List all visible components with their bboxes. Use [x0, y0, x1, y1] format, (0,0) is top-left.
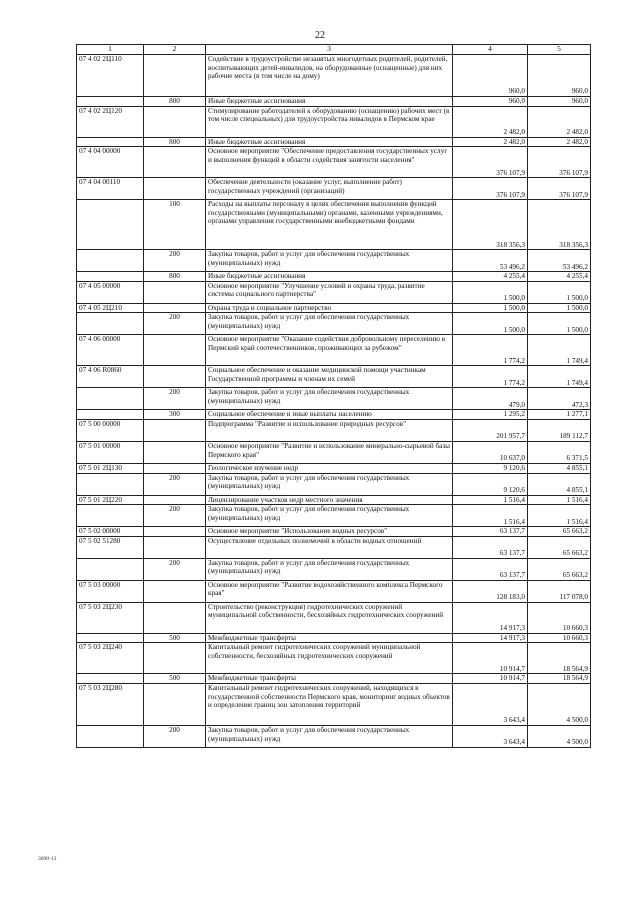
row-code: 07 5 01 2Ц220 [77, 495, 144, 505]
row-name: Основное мероприятие "Улучшение условий и охраны труда, развитие системы социального партнерства" [206, 281, 453, 303]
table-header-row [77, 45, 591, 55]
row-expense-type [144, 335, 206, 366]
row-expense-type: 500 [144, 633, 206, 643]
row-value-1: 1 516,4 [453, 495, 528, 505]
table-row [77, 558, 591, 580]
row-code [77, 505, 144, 527]
row-value-1: 4 255,4 [453, 272, 528, 282]
table-row [77, 147, 591, 178]
header-col-5: 5 [528, 45, 591, 55]
row-name: Капитальный ремонт гидротехнических сооружений муниципальной собственности, бесхозяйных гидротехнических сооружений [206, 643, 453, 674]
table-row [77, 536, 591, 558]
row-value-2: 4 500,0 [528, 725, 591, 747]
row-value-1: 201 957,7 [453, 419, 528, 441]
row-name: Основное мероприятие "Развитие водохозяйственного комплекса Пермского края" [206, 580, 453, 602]
row-name: Закупка товаров, работ и услуг для обеспечения государственных (муниципальных) нужд [206, 473, 453, 495]
row-value-1: 128 183,0 [453, 580, 528, 602]
row-value-1: 318 356,3 [453, 200, 528, 250]
row-expense-type: 200 [144, 558, 206, 580]
row-code [77, 410, 144, 420]
table-row [77, 137, 591, 147]
row-name: Охрана труда и социальное партнерство [206, 303, 453, 313]
table-row [77, 97, 591, 107]
row-value-1: 14 917,3 [453, 633, 528, 643]
row-value-2: 960,0 [528, 97, 591, 107]
row-expense-type [144, 495, 206, 505]
row-value-1: 1 500,0 [453, 281, 528, 303]
row-value-2: 2 482,0 [528, 106, 591, 137]
row-code: 07 5 01 00000 [77, 441, 144, 463]
table-row [77, 495, 591, 505]
row-expense-type: 200 [144, 388, 206, 410]
row-value-1: 376 107,9 [453, 178, 528, 200]
row-expense-type: 100 [144, 200, 206, 250]
row-value-2: 10 660,3 [528, 633, 591, 643]
table-row [77, 580, 591, 602]
row-value-2: 4 855,1 [528, 473, 591, 495]
row-value-2: 472,3 [528, 388, 591, 410]
row-expense-type: 200 [144, 725, 206, 747]
row-code [77, 633, 144, 643]
table-row [77, 674, 591, 684]
row-code: 07 5 02 00000 [77, 527, 144, 537]
table-row [77, 335, 591, 366]
row-value-1: 63 137,7 [453, 536, 528, 558]
row-expense-type: 200 [144, 313, 206, 335]
row-code [77, 388, 144, 410]
row-value-2: 65 663,2 [528, 558, 591, 580]
row-name: Обеспечение деятельности (оказание услуг, выполнение работ) государственных учреждений (организаций) [206, 178, 453, 200]
row-code: 07 5 03 2Ц240 [77, 643, 144, 674]
row-expense-type: 200 [144, 473, 206, 495]
row-code: 07 4 02 2Ц120 [77, 106, 144, 137]
row-name: Социальное обеспечение и иные выплаты населению [206, 410, 453, 420]
row-code [77, 674, 144, 684]
row-value-2: 1 500,0 [528, 303, 591, 313]
row-value-1: 2 482,0 [453, 137, 528, 147]
table-row [77, 463, 591, 473]
table-row [77, 388, 591, 410]
table-row [77, 200, 591, 250]
row-expense-type [144, 178, 206, 200]
row-value-1: 53 496,2 [453, 250, 528, 272]
row-name: Закупка товаров, работ и услуг для обеспечения государственных (муниципальных) нужд [206, 313, 453, 335]
header-col-3: 3 [206, 45, 453, 55]
row-value-2: 1 516,4 [528, 505, 591, 527]
row-code: 07 5 03 2Ц230 [77, 602, 144, 633]
table-row [77, 419, 591, 441]
row-value-2: 376 107,9 [528, 147, 591, 178]
row-name: Межбюджетные трансферты [206, 674, 453, 684]
header-col-1: 1 [77, 45, 144, 55]
row-value-1: 9 120,6 [453, 463, 528, 473]
row-value-1: 960,0 [453, 97, 528, 107]
table-row [77, 643, 591, 674]
row-value-2: 1 516,4 [528, 495, 591, 505]
row-code [77, 558, 144, 580]
table-row [77, 313, 591, 335]
row-expense-type [144, 602, 206, 633]
table-row [77, 602, 591, 633]
table-row [77, 725, 591, 747]
row-expense-type [144, 463, 206, 473]
row-expense-type: 500 [144, 674, 206, 684]
row-value-1: 1 516,4 [453, 505, 528, 527]
row-value-1: 9 120,6 [453, 473, 528, 495]
row-code [77, 473, 144, 495]
row-value-2: 18 564,9 [528, 674, 591, 684]
row-value-2: 10 660,3 [528, 602, 591, 633]
row-value-1: 14 917,3 [453, 602, 528, 633]
row-value-2: 53 496,2 [528, 250, 591, 272]
row-name: Основное мероприятие "Развитие и использование минерально-сырьевой базы Пермского края" [206, 441, 453, 463]
row-code: 07 4 04 00000 [77, 147, 144, 178]
table-row [77, 250, 591, 272]
row-value-2: 960,0 [528, 55, 591, 97]
row-value-1: 3 643,4 [453, 683, 528, 725]
row-name: Строительство (реконструкция) гидротехнических сооружений муниципальной собственности, бесхозяйных гидротехнических сооружений [206, 602, 453, 633]
row-expense-type [144, 366, 206, 388]
row-code [77, 200, 144, 250]
row-name: Иные бюджетные ассигнования [206, 272, 453, 282]
row-name: Капитальный ремонт гидротехнических сооружений, находящихся в государственной собственности Пермского края, мониторинг водных объектов и определение границ зон затопления территорий [206, 683, 453, 725]
row-value-1: 1 774,2 [453, 366, 528, 388]
header-col-2: 2 [144, 45, 206, 55]
row-value-2: 65 663,2 [528, 536, 591, 558]
row-expense-type [144, 683, 206, 725]
row-code [77, 313, 144, 335]
header-col-4: 4 [453, 45, 528, 55]
row-code [77, 137, 144, 147]
row-value-1: 10 914,7 [453, 643, 528, 674]
row-code: 07 4 05 00000 [77, 281, 144, 303]
row-name: Стимулирование работодателей к оборудованию (оснащению) рабочих мест (в том числе специальных) для трудоустройства инвалидов в Пермском крае [206, 106, 453, 137]
budget-table [76, 44, 591, 748]
row-code: 07 5 00 00000 [77, 419, 144, 441]
table-row [77, 281, 591, 303]
table-row [77, 683, 591, 725]
row-expense-type [144, 55, 206, 97]
row-code: 07 4 04 00110 [77, 178, 144, 200]
row-name: Лицензирование участков недр местного значения [206, 495, 453, 505]
row-expense-type [144, 303, 206, 313]
row-expense-type [144, 643, 206, 674]
row-name: Социальное обеспечение и оказание медицинской помощи участникам Государственной программы и членам их семей [206, 366, 453, 388]
row-code: 07 5 03 2Ц280 [77, 683, 144, 725]
row-value-2: 4 855,1 [528, 463, 591, 473]
row-expense-type [144, 419, 206, 441]
row-expense-type [144, 147, 206, 178]
row-value-2: 1 749,4 [528, 366, 591, 388]
row-code: 07 4 06 R0860 [77, 366, 144, 388]
row-name: Осуществление отдельных полномочий в области водных отношений [206, 536, 453, 558]
row-value-1: 479,0 [453, 388, 528, 410]
row-value-2: 318 356,3 [528, 200, 591, 250]
row-name: Иные бюджетные ассигнования [206, 97, 453, 107]
row-name: Геологическое изучение недр [206, 463, 453, 473]
row-value-1: 3 643,4 [453, 725, 528, 747]
row-code: 07 4 06 00000 [77, 335, 144, 366]
table-row [77, 410, 591, 420]
row-value-1: 2 482,0 [453, 106, 528, 137]
row-name: Основное мероприятие "Оказание содействия добровольному переселению в Пермский край соотечественников, проживающих за рубежом" [206, 335, 453, 366]
row-expense-type: 800 [144, 97, 206, 107]
row-value-1: 1 500,0 [453, 303, 528, 313]
table-row [77, 527, 591, 537]
row-name: Иные бюджетные ассигнования [206, 137, 453, 147]
row-value-2: 117 078,0 [528, 580, 591, 602]
row-value-1: 10 637,0 [453, 441, 528, 463]
row-value-2: 1 749,4 [528, 335, 591, 366]
row-value-1: 10 914,7 [453, 674, 528, 684]
row-expense-type [144, 527, 206, 537]
row-expense-type [144, 106, 206, 137]
row-name: Закупка товаров, работ и услуг для обеспечения государственных (муниципальных) нужд [206, 388, 453, 410]
row-value-1: 1 500,0 [453, 313, 528, 335]
table-row [77, 303, 591, 313]
row-expense-type: 300 [144, 410, 206, 420]
row-value-2: 4 500,0 [528, 683, 591, 725]
row-value-2: 65 663,2 [528, 527, 591, 537]
row-value-2: 376 107,9 [528, 178, 591, 200]
row-expense-type [144, 536, 206, 558]
row-value-1: 63 137,7 [453, 527, 528, 537]
table-row [77, 55, 591, 97]
row-code [77, 250, 144, 272]
row-expense-type: 200 [144, 250, 206, 272]
row-value-2: 1 500,0 [528, 281, 591, 303]
row-value-2: 4 255,4 [528, 272, 591, 282]
row-name: Основное мероприятие "Использование водных ресурсов" [206, 527, 453, 537]
row-name: Подпрограмма "Развитие и использование природных ресурсов" [206, 419, 453, 441]
row-name: Закупка товаров, работ и услуг для обеспечения государственных (муниципальных) нужд [206, 505, 453, 527]
table-row [77, 106, 591, 137]
table-row [77, 473, 591, 495]
row-value-2: 18 564,9 [528, 643, 591, 674]
row-expense-type: 200 [144, 505, 206, 527]
row-value-1: 1 774,2 [453, 335, 528, 366]
row-expense-type [144, 281, 206, 303]
row-value-1: 376 107,9 [453, 147, 528, 178]
row-name: Основное мероприятие "Обеспечение предоставления государственных услуг и выполнения функций в области содействия занятости населения" [206, 147, 453, 178]
row-code: 07 5 02 51280 [77, 536, 144, 558]
row-code [77, 97, 144, 107]
row-code: 07 4 02 2Ц110 [77, 55, 144, 97]
row-name: Межбюджетные трансферты [206, 633, 453, 643]
row-value-1: 960,0 [453, 55, 528, 97]
table-row [77, 272, 591, 282]
row-value-1: 1 295,2 [453, 410, 528, 420]
row-value-2: 1 500,0 [528, 313, 591, 335]
table-row [77, 178, 591, 200]
row-code [77, 725, 144, 747]
row-code: 07 4 05 2Ц210 [77, 303, 144, 313]
row-value-2: 6 371,5 [528, 441, 591, 463]
row-value-2: 1 277,1 [528, 410, 591, 420]
row-code [77, 272, 144, 282]
footer-code: 3698-13 [38, 856, 57, 862]
row-name: Расходы на выплаты персоналу в целях обеспечения выполнения функций государственными (муниципальными) органами, казенными учреждениями, органами управления государственными внебюджетными фондами [206, 200, 453, 250]
row-name: Закупка товаров, работ и услуг для обеспечения государственных (муниципальных) нужд [206, 725, 453, 747]
page-number: 22 [315, 30, 325, 41]
row-expense-type: 800 [144, 272, 206, 282]
table-row [77, 633, 591, 643]
table-row [77, 366, 591, 388]
table-row [77, 441, 591, 463]
row-value-2: 2 482,0 [528, 137, 591, 147]
row-name: Содействие в трудоустройстве незанятых многодетных родителей, родителей, воспитывающих детей-инвалидов, на оборудованные (оснащенные) для них рабочие места (в том числе на дому) [206, 55, 453, 97]
row-expense-type: 800 [144, 137, 206, 147]
row-expense-type [144, 441, 206, 463]
row-name: Закупка товаров, работ и услуг для обеспечения государственных (муниципальных) нужд [206, 558, 453, 580]
table-row [77, 505, 591, 527]
row-value-1: 63 137,7 [453, 558, 528, 580]
row-code: 07 5 03 00000 [77, 580, 144, 602]
row-expense-type [144, 580, 206, 602]
row-name: Закупка товаров, работ и услуг для обеспечения государственных (муниципальных) нужд [206, 250, 453, 272]
row-code: 07 5 01 2Ц130 [77, 463, 144, 473]
row-value-2: 189 112,7 [528, 419, 591, 441]
